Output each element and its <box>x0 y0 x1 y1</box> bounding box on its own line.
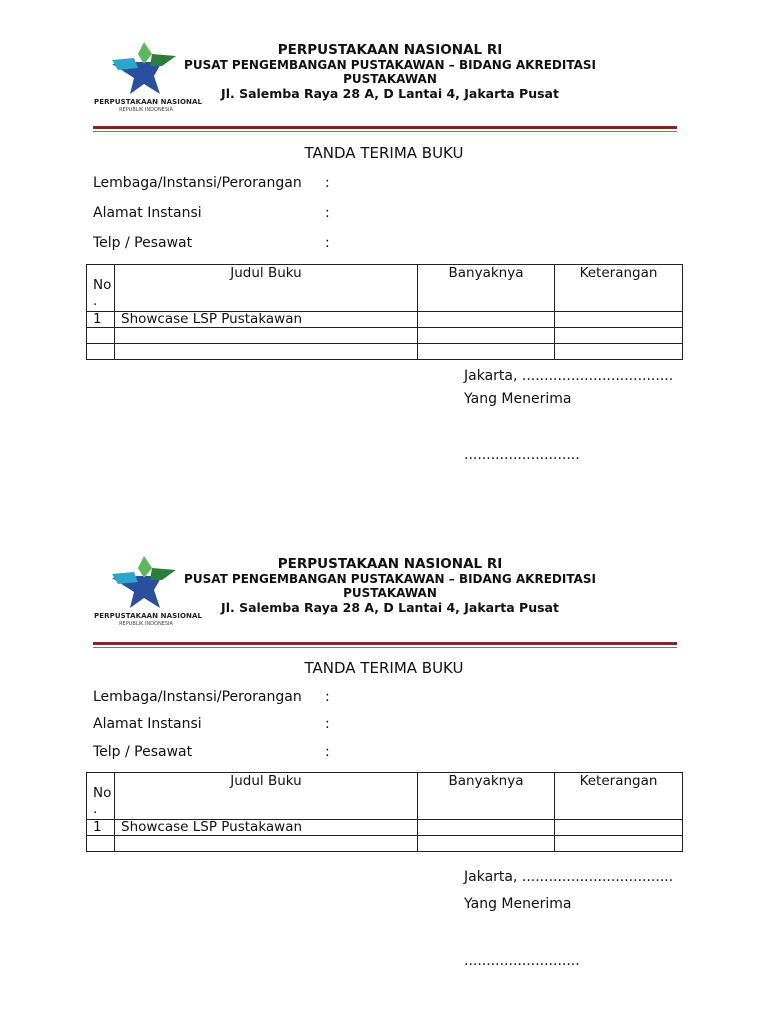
cell-quantity <box>418 820 555 836</box>
table-row <box>87 328 683 344</box>
field-phone-colon: : <box>325 235 330 251</box>
table-row <box>87 820 683 836</box>
cell-quantity <box>418 328 555 344</box>
cell-quantity <box>418 312 555 328</box>
header-address: Jl. Salemba Raya 28 A, D Lantai 4, Jakarta Pusat <box>221 600 559 615</box>
header-divider-thin <box>93 647 677 648</box>
header-division: PUSAT PENGEMBANGAN PUSTAKAWAN – BIDANG AKREDITASI <box>184 58 596 72</box>
cell-notes <box>555 820 683 836</box>
header-division-cont: PUSTAKAWAN <box>343 586 437 600</box>
logo-name: PERPUSTAKAAN NASIONAL <box>94 612 203 620</box>
cell-title <box>115 836 418 852</box>
field-institution-colon: : <box>325 175 330 191</box>
cell-title: Showcase LSP Pustakawan <box>115 820 418 836</box>
cell-notes <box>555 836 683 852</box>
book-table <box>86 264 683 360</box>
signature-place-date: Jakarta, .................................. <box>464 869 674 885</box>
header-division: PUSAT PENGEMBANGAN PUSTAKAWAN – BIDANG AKREDITASI <box>184 572 596 586</box>
col-header-no: No . <box>87 265 115 312</box>
form-title: TANDA TERIMA BUKU <box>304 144 464 162</box>
cell-notes <box>555 328 683 344</box>
field-institution-label: Lembaga/Instansi/Perorangan <box>93 175 302 191</box>
field-phone-label: Telp / Pesawat <box>93 744 193 760</box>
cell-no <box>87 344 115 360</box>
cell-title: Showcase LSP Pustakawan <box>115 312 418 328</box>
cell-title <box>115 328 418 344</box>
table-header-row <box>87 265 683 312</box>
signature-line: .......................... <box>464 447 580 463</box>
cell-no <box>87 836 115 852</box>
col-header-no: No . <box>87 773 115 820</box>
col-header-notes: Keterangan <box>555 773 683 820</box>
header-address: Jl. Salemba Raya 28 A, D Lantai 4, Jakarta Pusat <box>221 86 559 101</box>
table-row <box>87 836 683 852</box>
cell-quantity <box>418 344 555 360</box>
header-institution: PERPUSTAKAAN NASIONAL RI <box>277 556 503 572</box>
header-division-cont: PUSTAKAWAN <box>343 72 437 86</box>
field-address-label: Alamat Instansi <box>93 205 202 221</box>
col-header-quantity: Banyaknya <box>418 265 555 312</box>
signature-place-date: Jakarta, .................................. <box>464 368 674 384</box>
field-institution-colon: : <box>325 689 330 705</box>
logo-subtitle: REPUBLIK INDONESIA <box>119 621 173 627</box>
field-phone-colon: : <box>325 744 330 760</box>
signature-recipient: Yang Menerima <box>464 391 572 407</box>
col-header-notes: Keterangan <box>555 265 683 312</box>
field-phone-label: Telp / Pesawat <box>93 235 193 251</box>
field-address-colon: : <box>325 205 330 221</box>
header-divider <box>93 126 677 129</box>
cell-no <box>87 328 115 344</box>
logo-name: PERPUSTAKAAN NASIONAL <box>94 98 203 106</box>
header-divider <box>93 642 677 645</box>
table-header-row <box>87 773 683 820</box>
book-table <box>86 772 683 852</box>
logo-subtitle: REPUBLIK INDONESIA <box>119 107 173 113</box>
header-institution: PERPUSTAKAAN NASIONAL RI <box>277 42 503 58</box>
field-institution-label: Lembaga/Instansi/Perorangan <box>93 689 302 705</box>
table-row <box>87 312 683 328</box>
col-header-quantity: Banyaknya <box>418 773 555 820</box>
cell-quantity <box>418 836 555 852</box>
form-title: TANDA TERIMA BUKU <box>304 659 464 677</box>
field-address-label: Alamat Instansi <box>93 716 202 732</box>
cell-no: 1 <box>87 820 115 836</box>
col-header-title: Judul Buku <box>115 265 418 312</box>
table-row <box>87 344 683 360</box>
cell-notes <box>555 344 683 360</box>
cell-title <box>115 344 418 360</box>
header-divider-thin <box>93 131 677 132</box>
star-logo-icon <box>104 554 188 612</box>
star-logo-icon <box>104 40 188 98</box>
cell-no: 1 <box>87 312 115 328</box>
signature-line: .......................... <box>464 953 580 969</box>
col-header-title: Judul Buku <box>115 773 418 820</box>
field-address-colon: : <box>325 716 330 732</box>
cell-notes <box>555 312 683 328</box>
signature-recipient: Yang Menerima <box>464 896 572 912</box>
